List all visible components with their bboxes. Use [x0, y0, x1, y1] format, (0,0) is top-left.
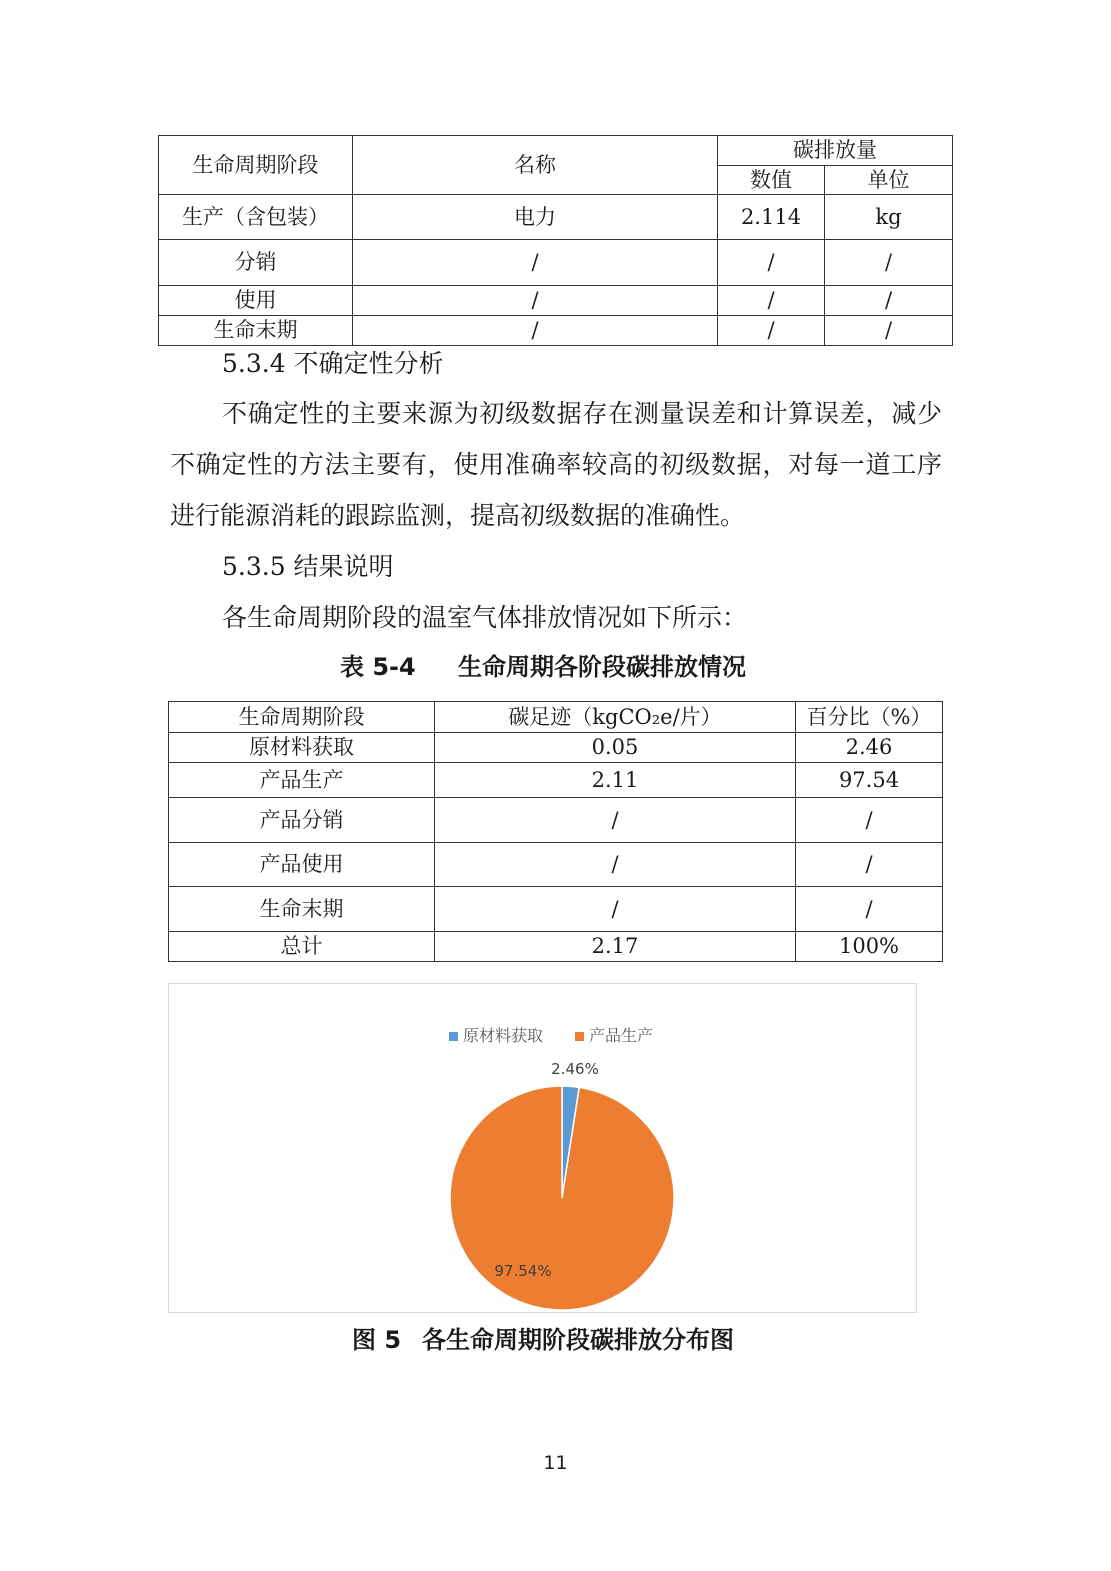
table-row	[159, 316, 953, 346]
table2-cell-stage: 原材料获取	[169, 733, 435, 763]
figure-caption-title: 各生命周期阶段碳排放分布图	[422, 1326, 734, 1354]
table-row	[169, 843, 943, 887]
table-caption-number: 表 5-4	[340, 653, 416, 681]
table-row	[169, 798, 943, 843]
table2-cell-footprint: /	[435, 887, 796, 932]
table2-cell-stage: 总计	[169, 932, 435, 962]
table1-cell-unit: /	[825, 286, 953, 316]
table1-cell-value: /	[718, 240, 825, 286]
emission-table	[158, 135, 953, 346]
legend-swatch-production	[575, 1032, 584, 1041]
table2-header-stage: 生命周期阶段	[169, 702, 435, 733]
page-number: 11	[543, 1452, 568, 1474]
table2-cell-footprint: /	[435, 843, 796, 887]
table-row	[159, 286, 953, 316]
table1-cell-unit: kg	[825, 195, 953, 240]
table2-cell-stage: 产品生产	[169, 763, 435, 798]
table1-cell-stage: 使用	[159, 286, 353, 316]
table1-cell-stage: 生命末期	[159, 316, 353, 346]
table1-cell-unit: /	[825, 316, 953, 346]
table1-cell-stage: 分销	[159, 240, 353, 286]
table2-cell-footprint: /	[435, 798, 796, 843]
table1-cell-name: /	[353, 240, 718, 286]
pie-slice-production	[450, 1086, 674, 1310]
table1-header-stage: 生命周期阶段	[159, 136, 353, 195]
table2-cell-stage: 生命末期	[169, 887, 435, 932]
figure-caption-number: 图 5	[352, 1326, 402, 1354]
section-heading-results: 5.3.5 结果说明	[222, 552, 394, 581]
table2-cell-footprint: 0.05	[435, 733, 796, 763]
table1-cell-name: /	[353, 286, 718, 316]
table-row	[159, 240, 953, 286]
pie-chart	[169, 984, 918, 1314]
legend-swatch-raw-material	[449, 1032, 458, 1041]
table1-header-unit: 单位	[825, 166, 953, 195]
table-row	[169, 887, 943, 932]
table2-cell-percent: 2.46	[796, 733, 943, 763]
section-paragraph-results: 各生命周期阶段的温室气体排放情况如下所示：	[222, 603, 748, 632]
table1-header-emission: 碳排放量	[718, 136, 953, 166]
table2-cell-footprint: 2.11	[435, 763, 796, 798]
table1-cell-value: /	[718, 286, 825, 316]
data-label-production: 97.54%	[494, 1262, 552, 1280]
table2-cell-percent: 100%	[796, 932, 943, 962]
table2-header-footprint: 碳足迹（kgCO₂e/片）	[435, 702, 796, 733]
table1-header-value: 数值	[718, 166, 825, 195]
table2-cell-stage: 产品分销	[169, 798, 435, 843]
table1-cell-name: 电力	[353, 195, 718, 240]
section-paragraph-uncertainty: 不确定性的主要来源为初级数据存在测量误差和计算误差，减少不确定性的方法主要有，使用准确率较高的初级数据，对每一道工序进行能源消耗的跟踪监测，提高初级数据的准确性。	[170, 399, 942, 530]
table-caption-title: 生命周期各阶段碳排放情况	[458, 653, 746, 681]
table-row	[159, 195, 953, 240]
chart-legend	[449, 1026, 653, 1045]
table2-cell-footprint: 2.17	[435, 932, 796, 962]
data-label-raw-material: 2.46%	[551, 1060, 599, 1078]
table-row	[169, 932, 943, 962]
table1-cell-stage: 生产（含包装）	[159, 195, 353, 240]
table-row	[169, 763, 943, 798]
section-heading-uncertainty: 5.3.4 不确定性分析	[222, 349, 444, 378]
table1-cell-unit: /	[825, 240, 953, 286]
table-row	[169, 733, 943, 763]
footprint-table	[168, 701, 943, 962]
table2-cell-percent: /	[796, 887, 943, 932]
table1-cell-value: /	[718, 316, 825, 346]
table1-header-name: 名称	[353, 136, 718, 195]
legend-label-production: 产品生产	[589, 1026, 654, 1045]
legend-label-raw-material: 原材料获取	[463, 1026, 544, 1045]
table2-header-percent: 百分比（%）	[796, 702, 943, 733]
table2-cell-percent: /	[796, 798, 943, 843]
table1-cell-value: 2.114	[718, 195, 825, 240]
table2-cell-stage: 产品使用	[169, 843, 435, 887]
pie-chart-frame	[168, 983, 917, 1313]
table2-cell-percent: 97.54	[796, 763, 943, 798]
table1-cell-name: /	[353, 316, 718, 346]
table2-cell-percent: /	[796, 843, 943, 887]
